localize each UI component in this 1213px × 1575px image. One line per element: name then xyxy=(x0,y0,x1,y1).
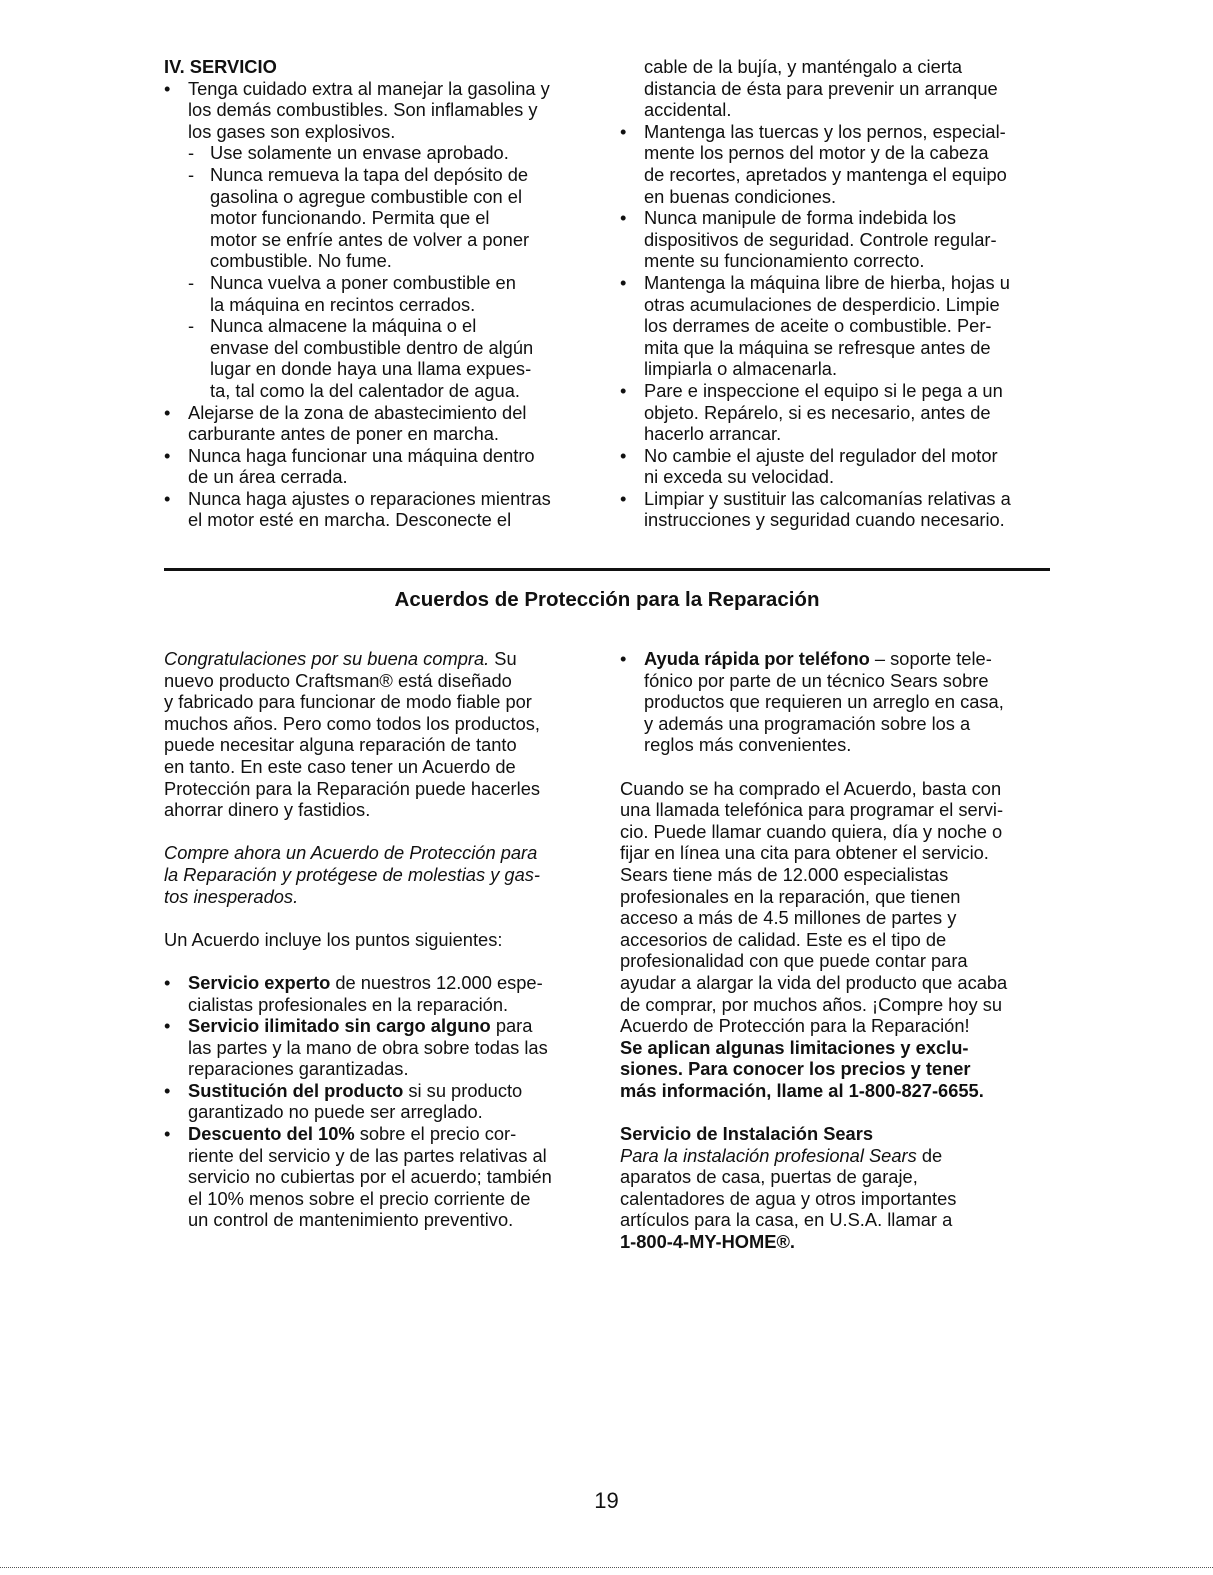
text: y además una programación sobre los a xyxy=(644,712,971,734)
text-line: de un área cerrada. xyxy=(188,466,348,488)
text: Acuerdo de Protección para la Reparación! xyxy=(620,1015,970,1037)
paragraph-gap xyxy=(164,907,604,929)
text: profesionalidad con que puede contar para xyxy=(620,950,968,972)
text-line: la máquina en recintos cerrados. xyxy=(210,293,476,315)
italic-text: Compre ahora un Acuerdo de Protección para xyxy=(164,842,538,864)
text: las partes y la mano de obra sobre todas las xyxy=(188,1036,548,1058)
text: una llamada telefónica para programar el servi- xyxy=(620,799,1004,821)
bullet-item: • Mantenga la máquina libre de hierba, hojas u xyxy=(620,272,1060,294)
bold-text: siones. Para conocer los precios y tener xyxy=(620,1058,971,1080)
servicio-right-column xyxy=(620,56,1060,531)
text-line: - Use solamente un envase aprobado. xyxy=(164,142,604,164)
text-line xyxy=(620,907,1060,929)
text: productos que requieren un arreglo en casa, xyxy=(644,691,1004,713)
text-line xyxy=(620,864,1060,886)
text: en tanto. En este caso tener un Acuerdo de xyxy=(164,755,516,777)
text-line xyxy=(164,842,604,864)
text-line xyxy=(620,929,1060,951)
italic-text: la Reparación y protégese de molestias y gas- xyxy=(164,863,540,885)
bullet-item: • Nunca haga funcionar una máquina dentro xyxy=(164,445,604,467)
paragraph-gap xyxy=(620,756,1060,778)
italic-text: Congratulaciones por su buena compra. xyxy=(164,648,490,669)
text-line xyxy=(164,713,604,735)
bullet-item xyxy=(164,1123,604,1145)
text: servicio no cubiertas por el acuerdo; también xyxy=(188,1166,552,1188)
text-line: cable de la bujía, y manténgalo a cierta xyxy=(644,56,963,77)
bullet-item: • Alejarse de la zona de abastecimiento del xyxy=(164,402,604,424)
text-line: ni exceda su velocidad. xyxy=(644,466,835,488)
text: muchos años. Pero como todos los productos, xyxy=(164,712,540,734)
text-line xyxy=(164,994,604,1016)
text-line xyxy=(620,1188,1060,1210)
text: reglos más convenientes. xyxy=(644,734,852,756)
text: y fabricado para funcionar de modo fiable por xyxy=(164,691,532,713)
text-line xyxy=(164,1058,604,1080)
bullet-item xyxy=(164,1080,604,1102)
text-line xyxy=(620,734,1060,756)
text-line xyxy=(164,734,604,756)
text: fijar en línea una cita para obtener el servicio. xyxy=(620,842,989,864)
bullet-item xyxy=(164,972,604,994)
text-line: - Nunca almacene la máquina o el xyxy=(164,315,604,337)
acuerdos-left-column xyxy=(164,648,604,1231)
bullet-item: • Mantenga las tuercas y los pernos, especial- xyxy=(620,121,1060,143)
text-line: mente su funcionamiento correcto. xyxy=(644,250,925,272)
text-line xyxy=(164,929,604,951)
text: el 10% menos sobre el precio corriente de xyxy=(188,1187,531,1209)
text-line xyxy=(164,691,604,713)
text-line xyxy=(164,886,604,908)
text: profesionales en la reparación, que tienen xyxy=(620,885,961,907)
text-line: hacerlo arrancar. xyxy=(644,423,782,445)
text: cialistas profesionales en la reparación. xyxy=(188,993,509,1015)
text-line: lugar en donde haya una llama expues- xyxy=(210,358,532,380)
text-line xyxy=(620,1037,1060,1059)
text-line xyxy=(164,1145,604,1167)
bold-text: Sustitución del producto xyxy=(188,1079,404,1101)
text: fónico por parte de un técnico Sears sobre xyxy=(644,669,989,691)
text: de nuestros 12.000 espe- xyxy=(330,971,543,993)
paragraph-gap xyxy=(164,950,604,972)
bold-text: Descuento del 10% xyxy=(188,1123,355,1145)
text-line: motor se enfríe antes de volver a poner xyxy=(210,228,530,250)
text-line: el motor esté en marcha. Desconecte el xyxy=(188,509,512,531)
acuerdos-right-column xyxy=(620,648,1060,1253)
text-line xyxy=(164,1101,604,1123)
text: aparatos de casa, puertas de garaje, xyxy=(620,1166,918,1188)
text: para xyxy=(490,1015,533,1037)
text: ayudar a alargar la vida del producto que acaba xyxy=(620,971,1008,993)
text-line: gasolina o agregue combustible con el xyxy=(210,185,523,207)
text-line: envase del combustible dentro de algún xyxy=(210,336,534,358)
text-line: los demás combustibles. Son inflamables y xyxy=(188,99,538,121)
text-line xyxy=(164,756,604,778)
bold-text: Se aplican algunas limitaciones y exclu- xyxy=(620,1036,969,1058)
text-line: carburante antes de poner en marcha. xyxy=(188,423,499,445)
text: Cuando se ha comprado el Acuerdo, basta con xyxy=(620,777,1002,799)
text: reparaciones garantizadas. xyxy=(188,1058,409,1080)
text-line xyxy=(620,1058,1060,1080)
text: calentadores de agua y otros importantes xyxy=(620,1187,957,1209)
acuerdos-right-lines xyxy=(620,648,1060,1253)
text-line xyxy=(620,1015,1060,1037)
text-line: en buenas condiciones. xyxy=(644,185,837,207)
text-line xyxy=(620,670,1060,692)
bullet-item: • Limpiar y sustituir las calcomanías relativas a xyxy=(620,488,1060,510)
text-line xyxy=(620,1123,1060,1145)
bold-text: 1-800-4-MY-HOME®. xyxy=(620,1231,795,1253)
text-line xyxy=(164,1188,604,1210)
text-line xyxy=(620,972,1060,994)
text-line xyxy=(620,1166,1060,1188)
italic-text: Para la instalación profesional Sears xyxy=(620,1144,917,1166)
bold-text: Servicio experto xyxy=(188,971,331,993)
paragraph-gap xyxy=(164,821,604,843)
page-number: 19 xyxy=(594,1488,619,1513)
text: – soporte tele- xyxy=(869,648,992,669)
text-line xyxy=(164,648,604,670)
text-line: - Nunca vuelva a poner combustible en xyxy=(164,272,604,294)
text-line: dispositivos de seguridad. Controle regular- xyxy=(644,228,997,250)
text-line xyxy=(164,778,604,800)
text: ahorrar dinero y fastidios. xyxy=(164,799,371,821)
text-line: instrucciones y seguridad cuando necesario. xyxy=(644,509,1005,531)
text-line: objeto. Repárelo, si es necesario, antes de xyxy=(644,401,991,423)
bullet-item: • Nunca haga ajustes o reparaciones mientras xyxy=(164,488,604,510)
text: Sears tiene más de 12.000 especialistas xyxy=(620,863,949,885)
text: de xyxy=(916,1144,943,1166)
text-line xyxy=(620,1209,1060,1231)
italic-text: tos inesperados. xyxy=(164,885,299,907)
section-title: Acuerdos de Protección para la Reparación xyxy=(394,588,820,611)
text-line xyxy=(620,1231,1060,1253)
text-line xyxy=(620,691,1060,713)
servicio-left-lines xyxy=(164,78,604,531)
text-line: motor funcionando. Permita que el xyxy=(210,207,490,229)
text: garantizado no puede ser arreglado. xyxy=(188,1101,483,1123)
text-line xyxy=(620,886,1060,908)
text-line: los gases son explosivos. xyxy=(188,120,396,142)
section-divider xyxy=(164,568,1050,571)
text: Un Acuerdo incluye los puntos siguientes: xyxy=(164,928,503,950)
text: nuevo producto Craftsman® está diseñado xyxy=(164,669,512,691)
text: un control de mantenimiento preventivo. xyxy=(188,1209,514,1231)
text: riente del servicio y de las partes relativas al xyxy=(188,1144,547,1166)
text-line: de recortes, apretados y mantenga el equipo xyxy=(644,163,1007,185)
servicio-left-column xyxy=(164,56,604,531)
bold-text: Ayuda rápida por teléfono xyxy=(644,648,870,669)
bold-text: más información, llame al 1-800-827-6655. xyxy=(620,1079,984,1101)
text-line: mita que la máquina se refresque antes de xyxy=(644,336,991,358)
text-line: combustible. No fume. xyxy=(210,250,392,272)
bullet-item xyxy=(164,1015,604,1037)
text-line xyxy=(620,1145,1060,1167)
text-line: limpiarla o almacenarla. xyxy=(644,358,838,380)
text-line xyxy=(164,864,604,886)
text-line xyxy=(164,670,604,692)
text-line xyxy=(164,1209,604,1231)
text-line xyxy=(620,1080,1060,1102)
text: accesorios de calidad. Este es el tipo de xyxy=(620,928,947,950)
bullet-item: • Pare e inspeccione el equipo si le pega a un xyxy=(620,380,1060,402)
servicio-heading: IV. SERVICIO xyxy=(164,56,277,77)
bullet-item: • No cambie el ajuste del regulador del motor xyxy=(620,445,1060,467)
text-line xyxy=(620,713,1060,735)
text: cio. Puede llamar cuando quiera, día y noche o xyxy=(620,820,1003,842)
text-line: los derrames de aceite o combustible. Per- xyxy=(644,315,992,337)
text-line xyxy=(164,799,604,821)
text: artículos para la casa, en U.S.A. llamar a xyxy=(620,1209,953,1231)
text-line: ta, tal como la del calentador de agua. xyxy=(210,379,520,401)
acuerdos-left-lines xyxy=(164,648,604,1231)
paragraph-gap xyxy=(620,1101,1060,1123)
text-line: otras acumulaciones de desperdicio. Limpie xyxy=(644,293,1000,315)
text-line xyxy=(620,842,1060,864)
text-line xyxy=(620,950,1060,972)
text: Su xyxy=(489,648,517,669)
text: Protección para la Reparación puede hacerles xyxy=(164,777,541,799)
text: de comprar, por muchos años. ¡Compre hoy su xyxy=(620,993,1003,1015)
text-line xyxy=(164,1037,604,1059)
text-line xyxy=(620,778,1060,800)
bold-text: Servicio ilimitado sin cargo alguno xyxy=(188,1015,491,1037)
bullet-item xyxy=(620,648,1060,670)
text-line: - Nunca remueva la tapa del depósito de xyxy=(164,164,604,186)
text: sobre el precio cor- xyxy=(354,1123,517,1145)
text: acceso a más de 4.5 millones de partes y xyxy=(620,907,957,929)
page-bottom-border xyxy=(0,1567,1213,1568)
text-line xyxy=(620,994,1060,1016)
servicio-right-lines xyxy=(620,56,1060,531)
bold-text: Servicio de Instalación Sears xyxy=(620,1123,874,1145)
text: puede necesitar alguna reparación de tanto xyxy=(164,734,517,756)
text: si su producto xyxy=(403,1079,523,1101)
text-line: accidental. xyxy=(644,99,732,121)
text-line xyxy=(164,1166,604,1188)
text-line: distancia de ésta para prevenir un arranque xyxy=(644,77,998,99)
text-line xyxy=(620,821,1060,843)
bullet-item: • Nunca manipule de forma indebida los xyxy=(620,207,1060,229)
bullet-item: • Tenga cuidado extra al manejar la gasolina y xyxy=(164,78,604,100)
text-line: mente los pernos del motor y de la cabeza xyxy=(644,142,989,164)
text-line xyxy=(620,799,1060,821)
